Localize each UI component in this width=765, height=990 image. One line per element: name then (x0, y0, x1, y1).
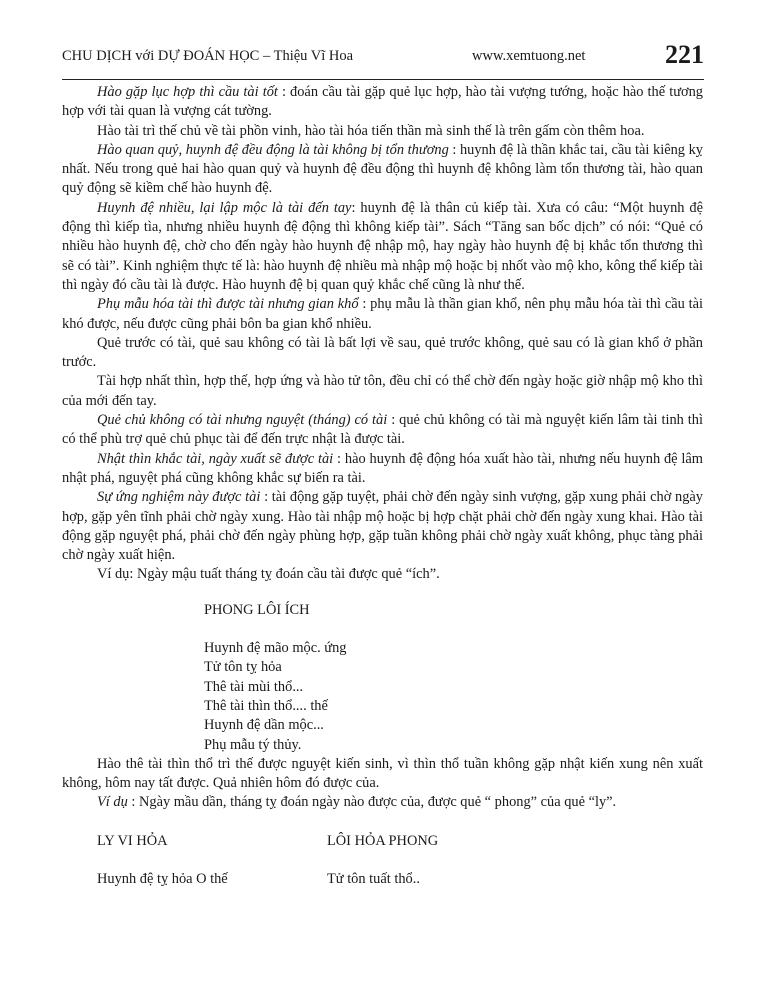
paragraph (62, 199, 703, 295)
paragraph (62, 83, 703, 122)
hexagram-line: Thê tài thìn thổ.... thế (204, 697, 328, 714)
paragraph-text: : huynh đệ là thần khắc tai, cầu tài kiêng kỵ nhất. Nếu trong quẻ hai hào quan quỷ và huynh đệ đều động thì huynh đệ không làm tổn thương tài, hào quan quỷ động sẽ kiềm chế hào huynh đệ. (62, 141, 704, 197)
page-body (62, 83, 703, 889)
paragraph (62, 122, 703, 141)
paragraph (62, 565, 703, 584)
paragraph-text: Tài hợp nhất thìn, hợp thế, hợp ứng và hào tử tôn, đều chỉ có thể chờ đến ngày hoặc giờ nhập mộ kho thì của mới đến tay. (62, 373, 703, 409)
hexagram-title: PHONG LÔI ÍCH (204, 601, 310, 618)
hexagram-line: Huynh đệ dần mộc... (204, 717, 324, 734)
hexagram-line: Tử tôn tỵ hỏa (204, 659, 282, 676)
paragraph (62, 295, 703, 334)
paragraph (62, 488, 703, 565)
hexagram-example-1 (62, 601, 703, 755)
paragraph (62, 450, 703, 489)
paragraph-text: : huynh đệ là thân củ kiếp tài. Xưa có câu: “Một huynh đệ động thì kiếp tìa, nhưng nhiều huynh đệ động thì không kiếp tài”. Sách “Tăng san bốc dịch” có nói: “Quẻ có nhiều hào huynh đệ, chờ cho đến ngày hào huynh đệ nhập mộ, hay ngày hào huynh đệ bị khắc tổn thương thì sẽ có tài”. Kinh nghiệm thực tế là: hào huynh đệ nhiều mà nhập mộ hoặc bị nhốt vào mộ kho, kông thể kiếp tài thì ngày đó cầu tài là được. Hào huynh đệ bị quan quỷ khắc chế cũng là như thế. (62, 199, 703, 293)
paragraph-lead: Nhật thìn khắc tài, ngày xuất sẽ được tài (97, 450, 334, 467)
paragraph-lead: Hào gặp lục hợp thì cầu tài tốt (97, 84, 278, 100)
hexagram-example-2-titles (62, 832, 703, 851)
paragraph (62, 411, 703, 450)
paragraph (62, 372, 703, 411)
paragraph-lead: Phụ mẫu hóa tài thì được tài nhưng gian khổ (97, 296, 359, 313)
page-number: 221 (665, 40, 704, 69)
paragraph-text: : phụ mẫu là thần gian khổ, nên phụ mẫu hóa tài thì cầu tài khó được, nếu được cũng phải bôn ba gian khổ nhiều. (62, 296, 704, 332)
hexagram-line: Phụ mẫu tý thủy. (204, 736, 302, 753)
hexagram-line-left: Huynh đệ tỵ hỏa O thế (97, 870, 228, 887)
hexagram-title-left: LY VI HỎA (97, 832, 168, 849)
paragraph-text: : quẻ chủ không có tài mà nguyệt kiến lâm tài tinh thì có thể phù trợ quẻ chủ phục tài để đến trực nhật là được tài. (62, 412, 704, 448)
page-header (62, 40, 704, 78)
paragraph-text: Hào thê tài thìn thổ trì thế được nguyệt kiến sinh, vì thìn thổ tuần không gặp nhật kiến xung nên xuất không, hôm nay tất được. Quả nhiên hôm đó được của. (62, 755, 703, 792)
paragraph-lead: Huynh đệ nhiều, lại lập mộc là tài đến tay (97, 199, 352, 216)
paragraph-text: Ví dụ: Ngày mậu tuất tháng tỵ đoán cầu tài được quẻ “ích”. (97, 566, 440, 583)
book-title: CHU DỊCH với DỰ ĐOÁN HỌC – Thiệu Vĩ Hoa (62, 48, 354, 64)
paragraph-text: : đoán cầu tài gặp quẻ lục hợp, hào tài vượng tướng, hoặc hào thế tương hợp với tài quan là vượng cát tường. (62, 84, 703, 120)
website-url[interactable]: www.xemtuong.net (472, 48, 586, 64)
header-rule (62, 79, 704, 80)
paragraph (62, 334, 703, 373)
hexagram-line: Huynh đệ mão mộc. ứng (204, 640, 347, 657)
paragraph-text: : hào huynh đệ động hóa xuất hào tài, nhưng nếu huynh đệ lâm nhật phá, nguyệt phá cũng không khắc sự biến ra tài. (62, 450, 703, 486)
paragraph-text: Quẻ trước có tài, quẻ sau không có tài là bất lợi về sau, quẻ trước không, quẻ sau có là gian khổ ở phần trước. (62, 334, 703, 371)
paragraph-text: Hào tài trì thế chủ về tài phồn vinh, hào tài hóa tiến thần mà sinh thế là trên gấm còn thêm hoa. (97, 122, 645, 139)
paragraph-lead: Sự ứng nghiệm này được tài (97, 489, 261, 506)
hexagram-example-2-lines (62, 870, 703, 889)
paragraph-lead: Hào quan quỷ, huynh đệ đều động là tài không bị tổn thương (97, 141, 449, 158)
hexagram-line-right: Tử tôn tuất thổ.. (327, 870, 420, 887)
paragraph-text: : tài động gặp tuyệt, phải chờ đến ngày sinh vượng, gặp xung phải chờ ngày hợp, gặp yên tĩnh phải chờ ngày xung. Hào tài nhập mộ hoặc bị hợp chặt phải chờ đến ngày xung khai. Hào tài động gặp nguyệt phá, phải chờ đến ngày phùng hợp, gặp tuần không phải chờ ngày xuất không, phục tàng phải chờ ngày xuất hiện. (62, 489, 703, 564)
hexagram-line: Thê tài mùi thổ... (204, 678, 304, 695)
paragraph-lead: Quẻ chủ không có tài nhưng nguyệt (tháng) có tài (97, 412, 388, 429)
hexagram-title-right: LÔI HỎA PHONG (327, 832, 439, 849)
paragraph-text: : Ngày mầu dần, tháng tỵ đoán ngày nào được của, được quẻ “ phong” của quẻ “ly”. (127, 794, 617, 811)
paragraph (62, 755, 703, 794)
paragraph (62, 793, 703, 812)
paragraph-lead: Ví dụ (97, 794, 128, 811)
paragraph (62, 141, 703, 199)
